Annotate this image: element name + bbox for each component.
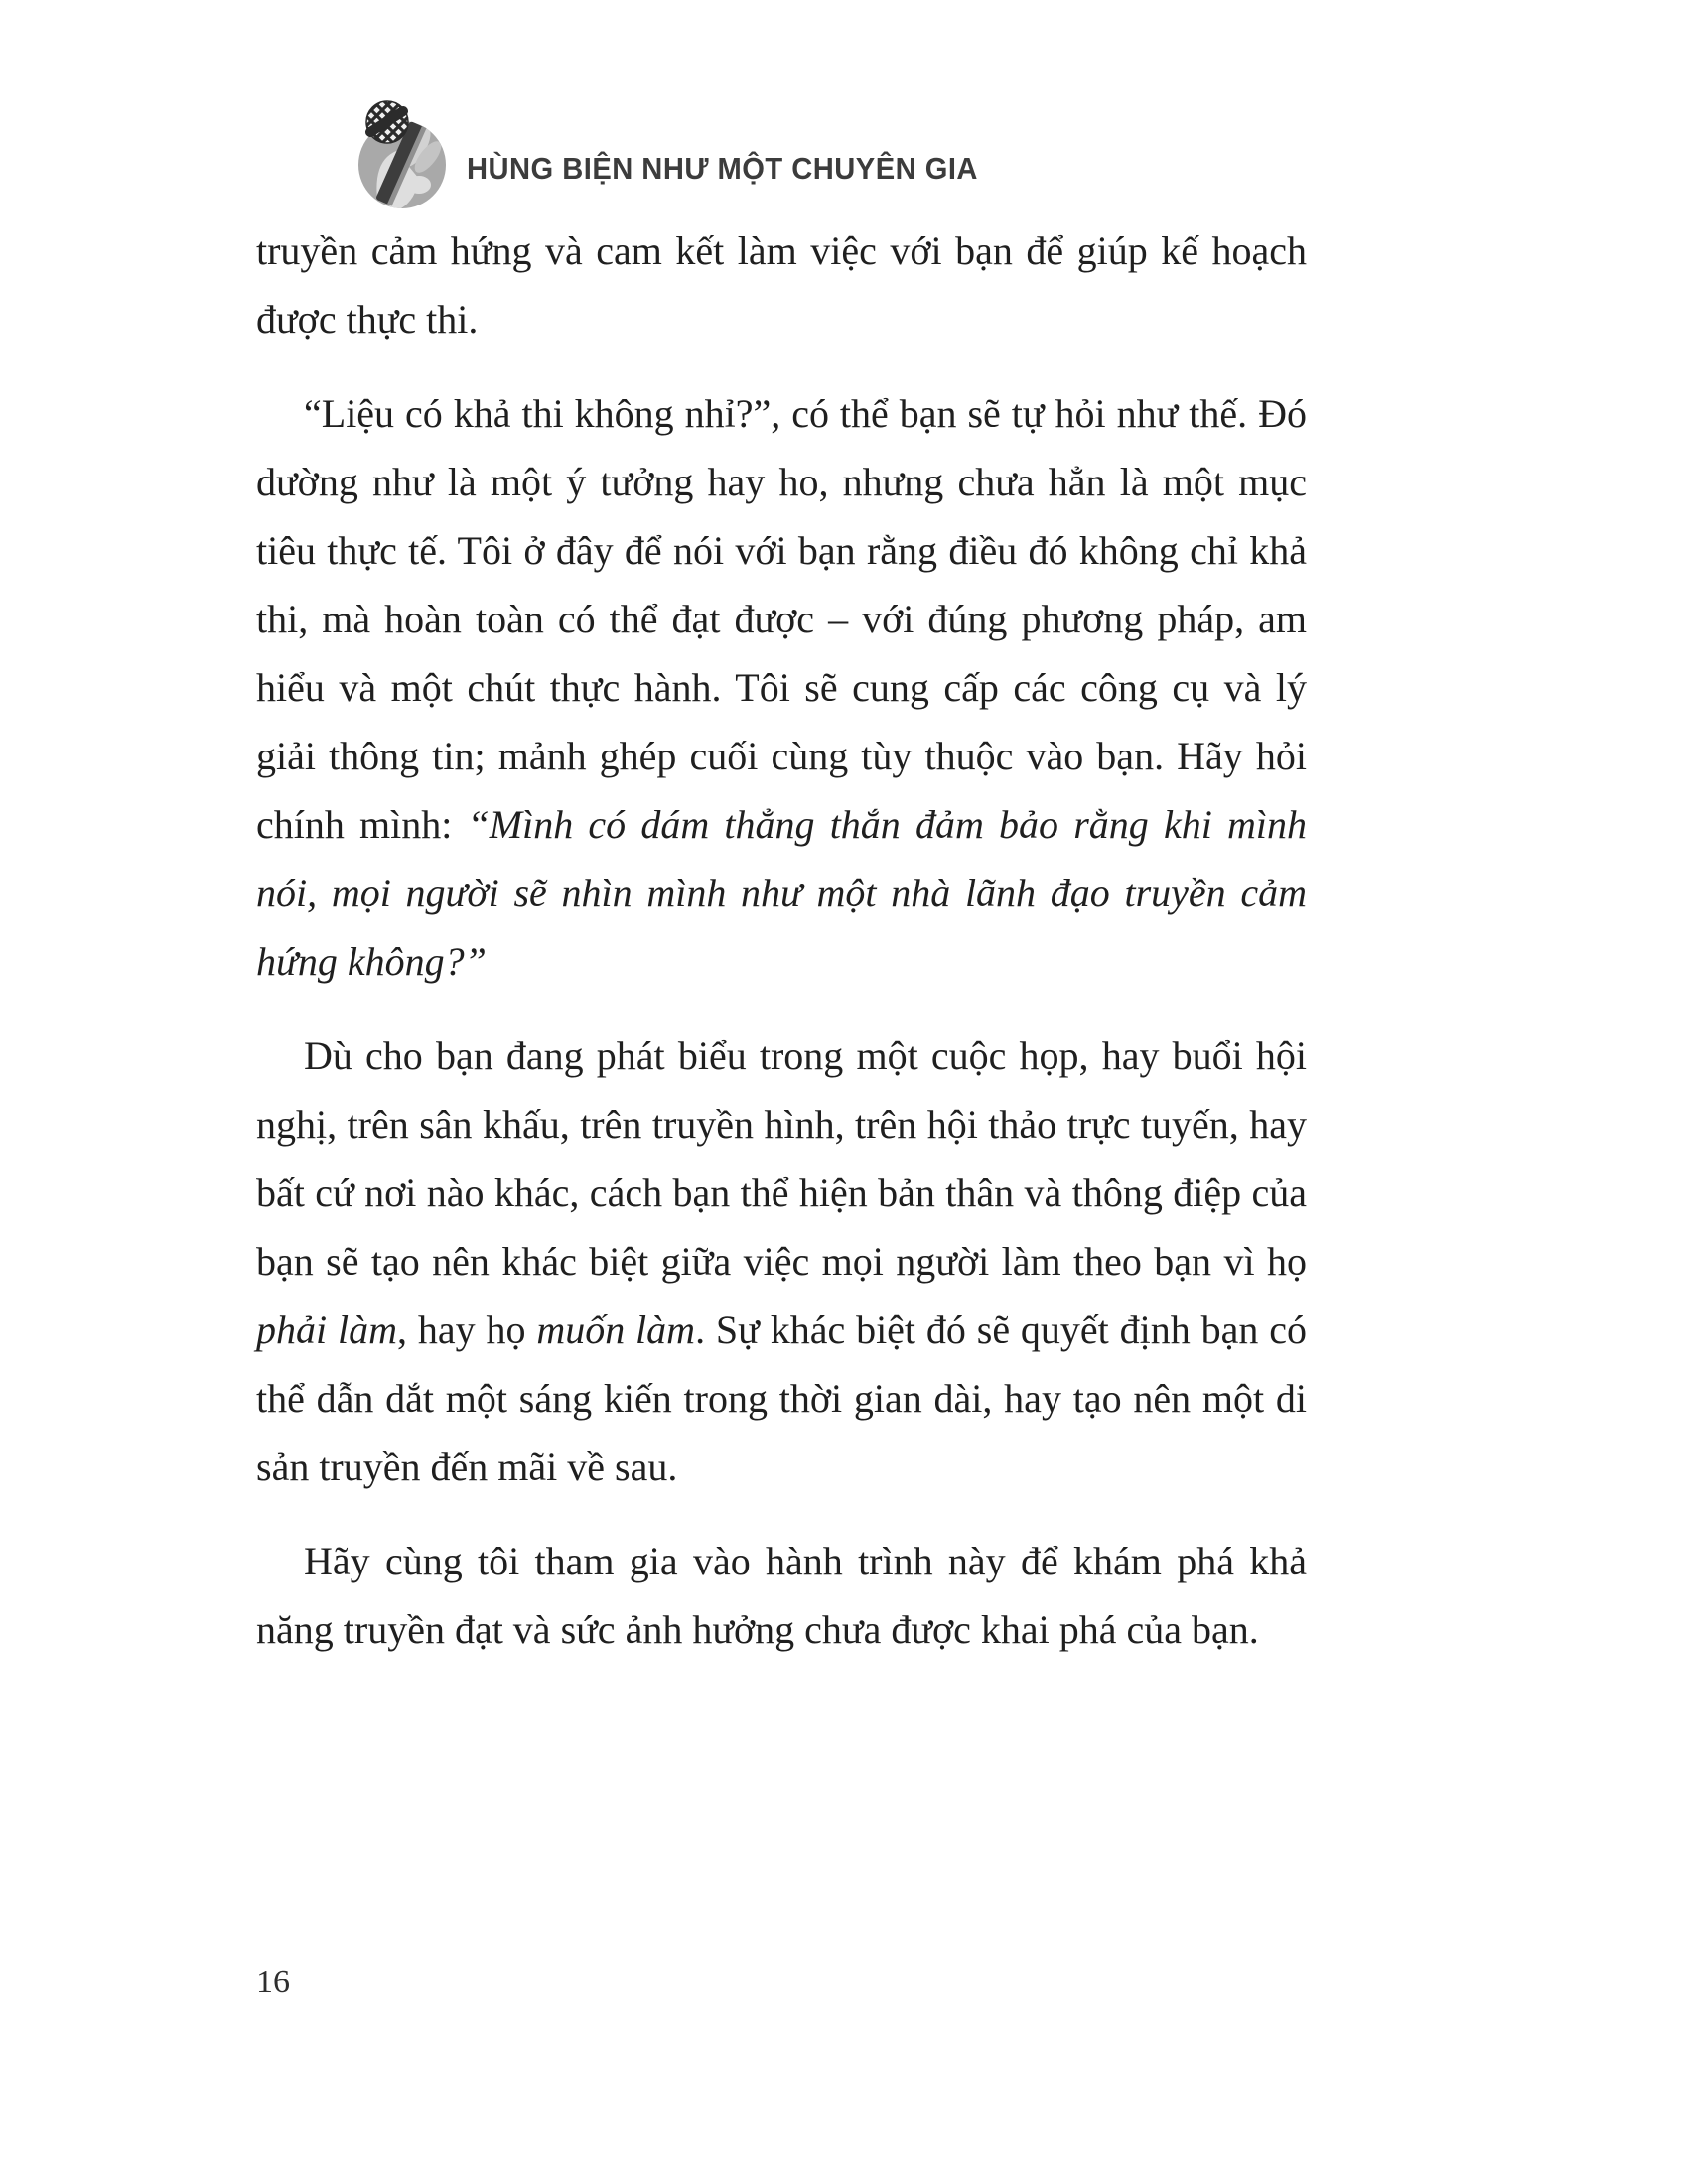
text-run: . Sự khác biệt đó sẽ quyết định bạn có thể dẫn dắt một sáng kiến trong thời gian dài, hay tạo nên một di sản truyền đến mãi về sau. xyxy=(256,1307,1307,1489)
paragraph xyxy=(256,216,1307,353)
running-head xyxy=(350,99,1011,210)
text-run: truyền cảm hứng và cam kết làm việc với bạn để giúp kế hoạch được thực thi. xyxy=(256,228,1307,341)
italic-text-run: phải làm xyxy=(256,1307,397,1352)
running-head-title: HÙNG BIỆN NHƯ MỘT CHUYÊN GIA xyxy=(467,151,978,186)
italic-text-run: muốn làm xyxy=(536,1307,696,1352)
paragraph xyxy=(256,1527,1307,1664)
text-run: Hãy cùng tôi tham gia vào hành trình này để khám phá khả năng truyền đạt và sức ảnh hưởng chưa được khai phá của bạn. xyxy=(256,1539,1307,1652)
page-number: 16 xyxy=(256,1964,290,2000)
paragraph xyxy=(256,1022,1307,1501)
text-run: “Liệu có khả thi không nhỉ?”, có thể bạn sẽ tự hỏi như thế. Đó dường như là một ý tưởng hay ho, nhưng chưa hẳn là một mục tiêu thực tế. Tôi ở đây để nói với bạn rằng điều đó không chỉ khả thi, mà hoàn toàn có thể đạt được – với đúng phương pháp, am hiểu và một chút thực hành. Tôi sẽ cung cấp các công cụ và lý giải thông tin; mảnh ghép cuối cùng tùy thuộc vào bạn. Hãy hỏi chính mình: xyxy=(256,391,1307,847)
text-run: , hay họ xyxy=(396,1307,537,1352)
microphone-icon xyxy=(350,99,449,210)
italic-text-run: “Mình có dám thẳng thắn đảm bảo rằng khi mình nói, mọi người sẽ nhìn mình như một nhà lãnh đạo truyền cảm hứng không?” xyxy=(256,802,1307,984)
text-run: Dù cho bạn đang phát biểu trong một cuộc họp, hay buổi hội nghị, trên sân khấu, trên truyền hình, trên hội thảo trực tuyến, hay bất cứ nơi nào khác, cách bạn thể hiện bản thân và thông điệp của bạn sẽ tạo nên khác biệt giữa việc mọi người làm theo bạn vì họ xyxy=(256,1033,1307,1284)
body-text xyxy=(256,216,1307,1690)
paragraph xyxy=(256,379,1307,996)
